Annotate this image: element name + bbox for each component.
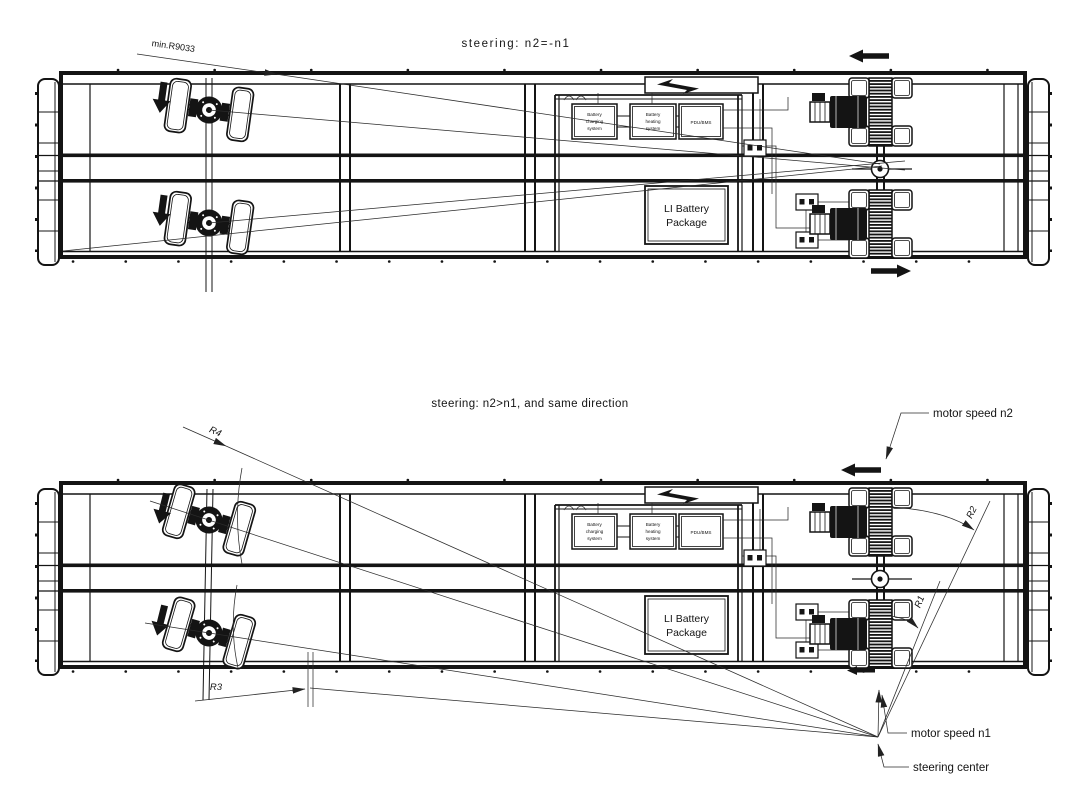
radius-r1-label: R1 (912, 594, 928, 610)
bottom-diagram-title: steering: n2>n1, and same direction (431, 398, 629, 410)
radius-r4-label: R4 (207, 424, 224, 440)
radius-r2-label: R2 (964, 504, 980, 521)
radius-r3-label: R3 (209, 682, 223, 693)
min-radius-label: min.R9033 (151, 38, 196, 55)
top-diagram-title: steering: n2=-n1 (461, 38, 571, 50)
steering-geometry-bottom (145, 427, 990, 737)
top-diagram (37, 38, 1050, 292)
motor-speed-n1-label: motor speed n1 (911, 728, 991, 740)
motor-speed-n2-label: motor speed n2 (933, 408, 1013, 420)
bottom-diagram (37, 398, 1050, 774)
steering-center-label: steering center (913, 762, 990, 774)
